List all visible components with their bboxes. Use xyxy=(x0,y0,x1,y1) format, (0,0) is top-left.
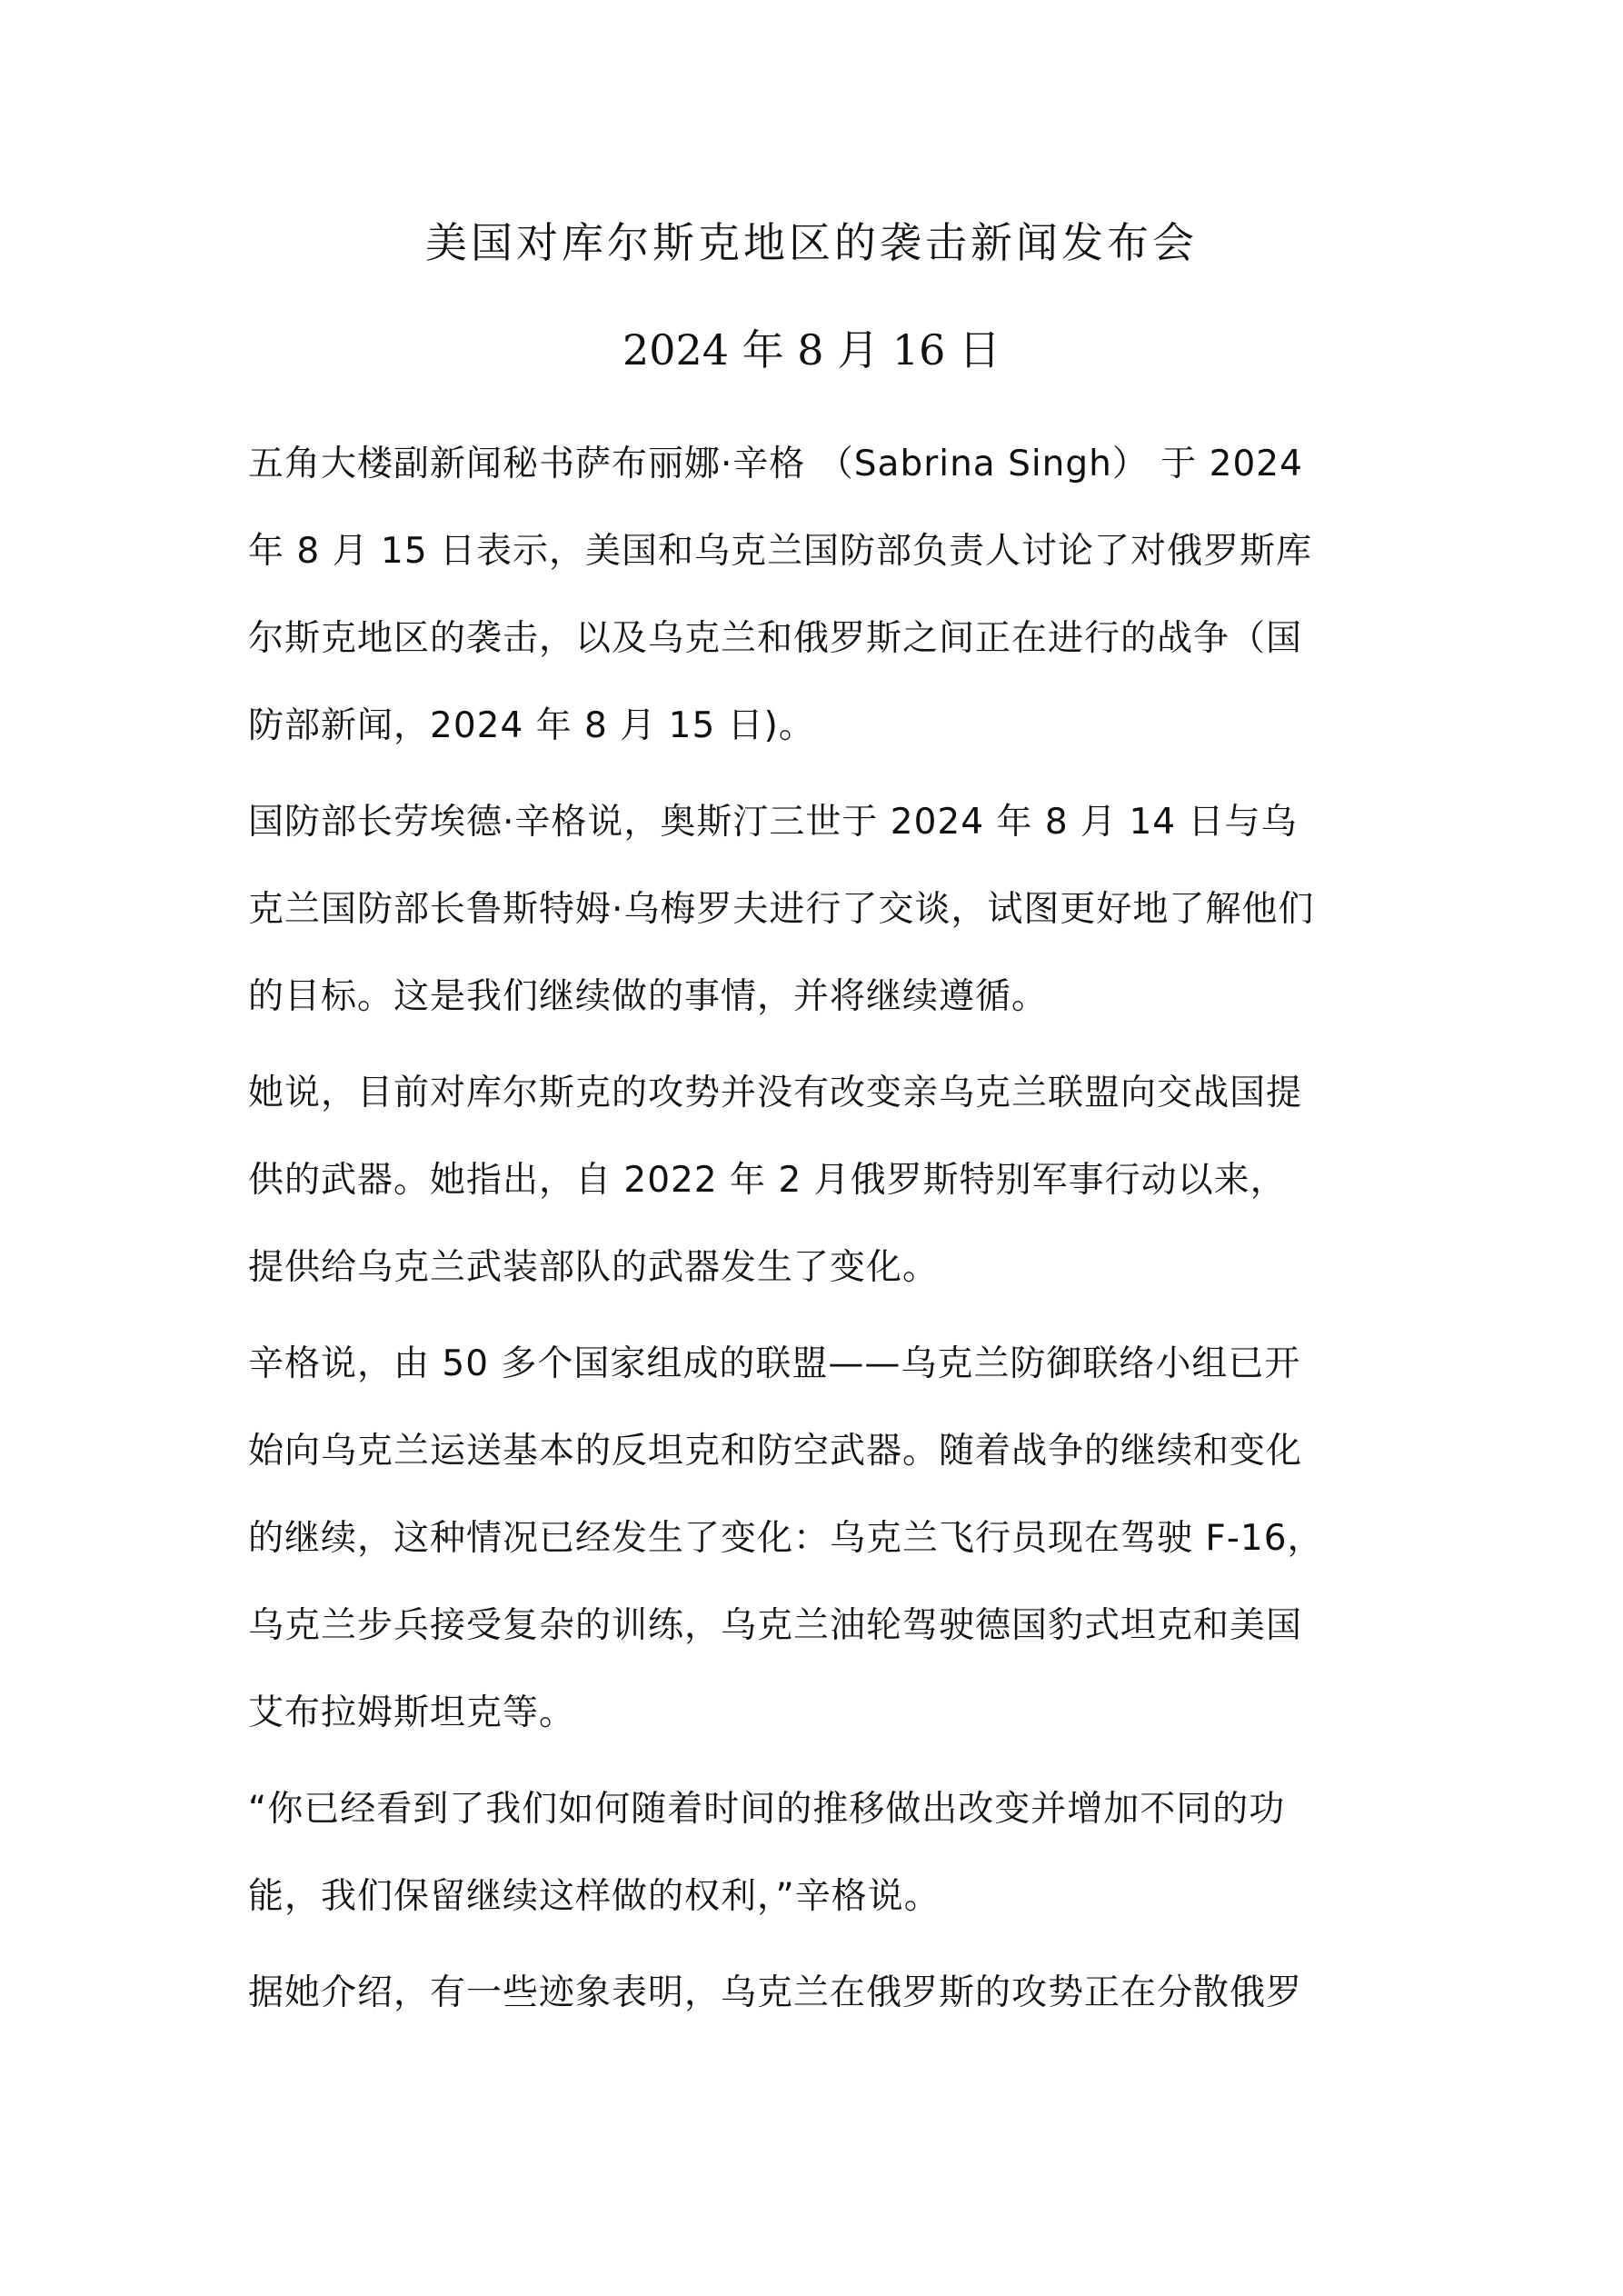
paragraph-line: 艾布拉姆斯坦克等。 xyxy=(248,1692,576,1733)
document-body xyxy=(248,421,1393,2037)
paragraph xyxy=(248,1321,1393,1757)
paragraph-line: 克兰国防部长鲁斯特姆·乌梅罗夫进行了交谈，试图更好地了解他们 xyxy=(248,889,1315,930)
paragraph-line: 的目标。这是我们继续做的事情，并将继续遵循。 xyxy=(248,976,1049,1017)
paragraph-line: 防部新闻，2024 年 8 月 15 日)。 xyxy=(248,705,815,746)
paragraph-line: 始向乌克兰运送基本的反坦克和防空武器。随着战争的继续和变化 xyxy=(248,1431,1303,1472)
paragraph xyxy=(248,1050,1393,1312)
paragraph xyxy=(248,1950,1393,2037)
paragraph-line: 辛格说，由 50 多个国家组成的联盟——乌克兰防御联络小组已开 xyxy=(248,1343,1301,1384)
paragraph-line: 五角大楼副新闻秘书萨布丽娜·辛格 （Sabrina Singh） 于 2024 xyxy=(248,444,1303,484)
paragraph-line: 年 8 月 15 日表示，美国和乌克兰国防部负责人讨论了对俄罗斯库 xyxy=(248,531,1313,572)
document-title: 美国对库尔斯克地区的袭击新闻发布会 xyxy=(425,218,1198,267)
paragraph-line: 尔斯克地区的袭击，以及乌克兰和俄罗斯之间正在进行的战争（国 xyxy=(248,618,1303,659)
paragraph-line: 的继续，这种情况已经发生了变化：乌克兰飞行员现在驾驶 F-16， xyxy=(248,1518,1324,1559)
paragraph xyxy=(248,779,1393,1041)
document-date: 2024 年 8 月 16 日 xyxy=(622,325,1001,374)
paragraph-line: 国防部长劳埃德·辛格说，奥斯汀三世于 2024 年 8 月 14 日与乌 xyxy=(248,802,1298,843)
paragraph-line: 能，我们保留继续这样做的权利，”辛格说。 xyxy=(248,1876,941,1917)
paragraph-line: 她说，目前对库尔斯克的攻势并没有改变亲乌克兰联盟向交战国提 xyxy=(248,1073,1303,1113)
paragraph-line: 供的武器。她指出，自 2022 年 2 月俄罗斯特别军事行动以来， xyxy=(248,1160,1287,1201)
paragraph xyxy=(248,421,1393,770)
paragraph-line: 据她介绍，有一些迹象表明，乌克兰在俄罗斯的攻势正在分散俄罗 xyxy=(248,1972,1303,2013)
paragraph-line: 乌克兰步兵接受复杂的训练，乌克兰油轮驾驶德国豹式坦克和美国 xyxy=(248,1605,1303,1646)
paragraph-line: “你已经看到了我们如何随着时间的推移做出改变并增加不同的功 xyxy=(248,1789,1286,1830)
paragraph xyxy=(248,1766,1393,1941)
paragraph-line: 提供给乌克兰武装部队的武器发生了变化。 xyxy=(248,1247,940,1288)
